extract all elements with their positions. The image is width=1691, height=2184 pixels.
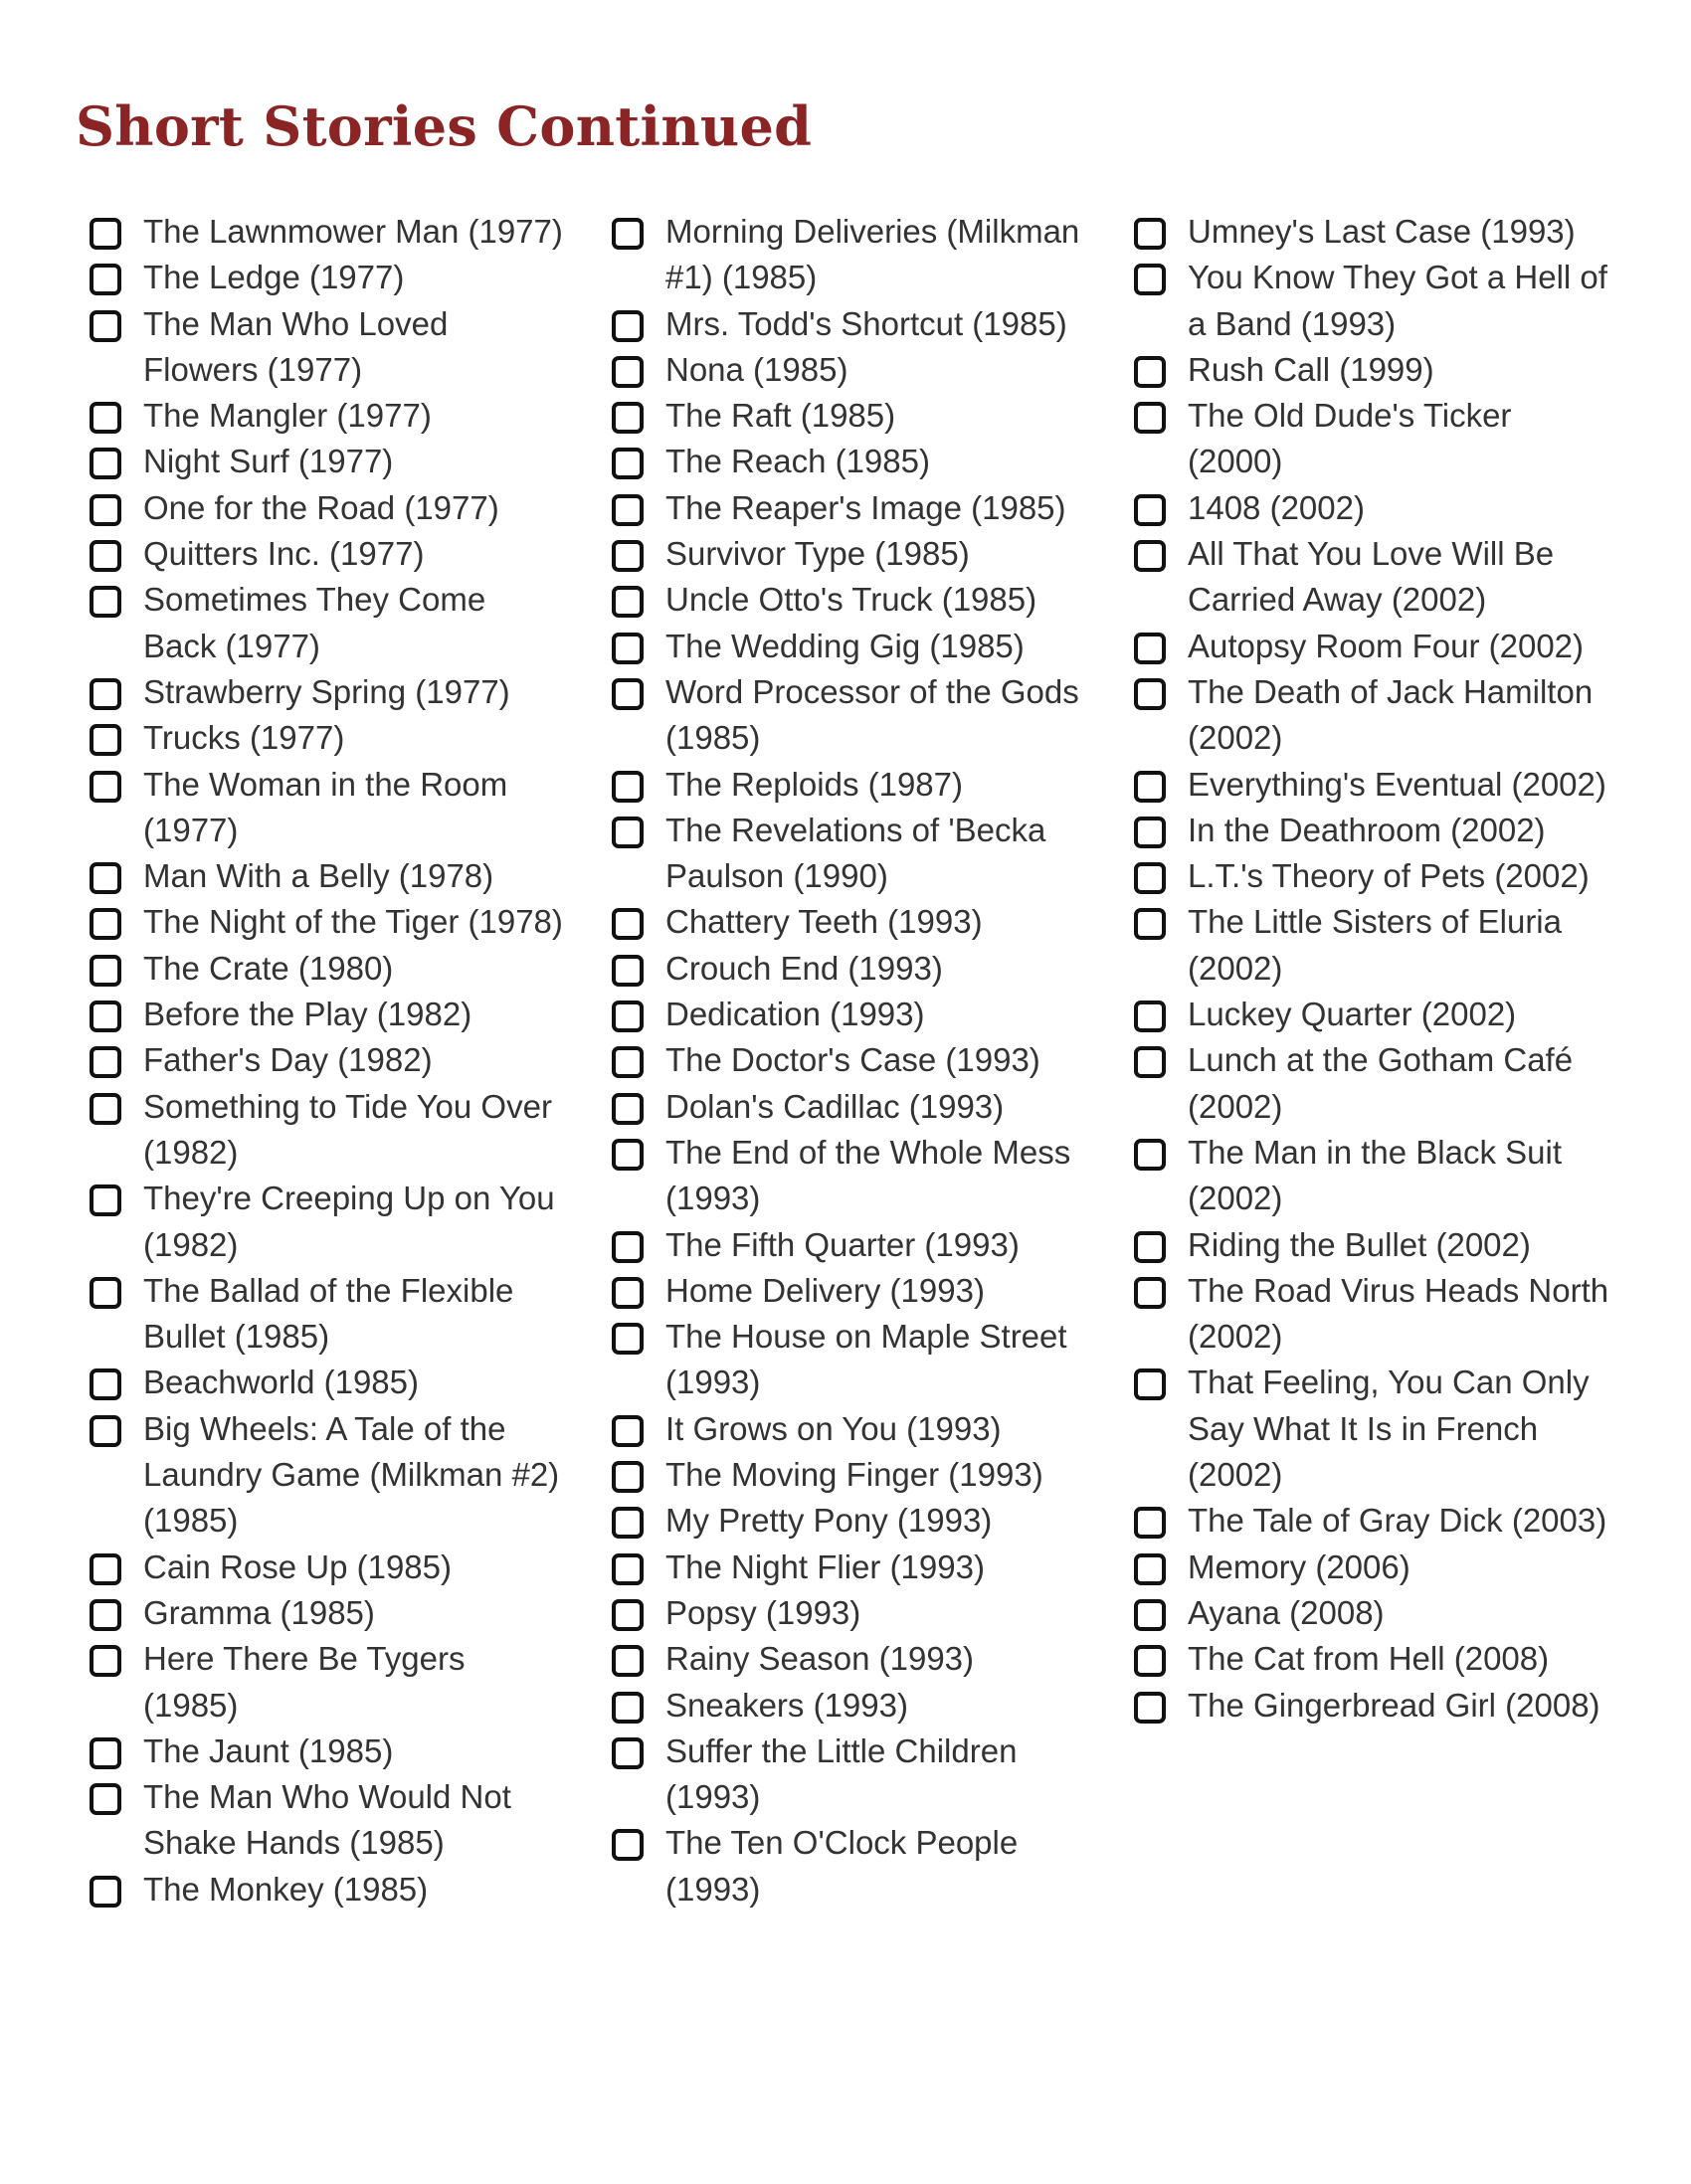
checkbox[interactable]	[1134, 1599, 1166, 1631]
story-label: Sneakers (1993)	[665, 1686, 908, 1724]
story-label: Survivor Type (1985)	[665, 535, 970, 573]
story-label: Umney's Last Case (1993)	[1188, 213, 1576, 250]
checklist-item[interactable]	[90, 1867, 567, 1912]
checklist-item[interactable]	[1134, 808, 1611, 853]
checklist-item[interactable]	[1134, 1268, 1611, 1361]
checkbox[interactable]	[612, 771, 644, 803]
checkbox[interactable]	[90, 310, 121, 342]
checklist-item[interactable]	[612, 1545, 1089, 1590]
checklist-item[interactable]	[90, 485, 567, 531]
story-label: The Raft (1985)	[665, 397, 896, 435]
checklist-item[interactable]	[1134, 1360, 1611, 1498]
checklist-item[interactable]	[90, 531, 567, 577]
story-label: Home Delivery (1993)	[665, 1271, 985, 1309]
story-label: The Mangler (1977)	[143, 397, 432, 435]
checklist-item[interactable]	[1134, 1683, 1611, 1729]
story-label: The Moving Finger (1993)	[665, 1456, 1043, 1494]
story-label: Morning Deliveries (Milkman #1) (1985)	[665, 213, 1080, 296]
checkbox[interactable]	[1134, 1277, 1166, 1309]
checklist-item[interactable]	[612, 393, 1089, 439]
checkbox[interactable]	[90, 724, 121, 756]
checkbox[interactable]	[90, 1184, 121, 1216]
checklist-item[interactable]	[90, 715, 567, 761]
checklist-item[interactable]	[1134, 1130, 1611, 1222]
checkbox[interactable]	[90, 1599, 121, 1631]
checkbox[interactable]	[1134, 678, 1166, 710]
story-label: The Revelations of 'Becka Paulson (1990)	[665, 811, 1046, 895]
story-label: Luckey Quarter (2002)	[1188, 996, 1517, 1033]
checklist-item[interactable]	[612, 439, 1089, 484]
checkbox[interactable]	[90, 1737, 121, 1769]
story-label: Rainy Season (1993)	[665, 1640, 975, 1678]
checkbox[interactable]	[612, 1461, 644, 1493]
checklist-item[interactable]	[90, 393, 567, 439]
checkbox[interactable]	[1134, 540, 1166, 572]
checklist-item[interactable]	[90, 899, 567, 945]
checkbox[interactable]	[612, 1046, 644, 1078]
checkbox[interactable]	[612, 1415, 644, 1447]
checkbox[interactable]	[90, 678, 121, 710]
page-title: Short Stories Continued	[76, 94, 813, 158]
checklist-item[interactable]	[90, 1774, 567, 1867]
checkbox[interactable]	[90, 540, 121, 572]
story-label: The Wedding Gig (1985)	[665, 627, 1025, 664]
checkbox[interactable]	[90, 586, 121, 618]
checklist-item[interactable]	[90, 992, 567, 1037]
checklist-item[interactable]	[90, 946, 567, 992]
story-label: Autopsy Room Four (2002)	[1188, 627, 1585, 664]
checkbox[interactable]	[612, 586, 644, 618]
checklist-item[interactable]	[612, 1452, 1089, 1498]
checklist-item[interactable]	[1134, 992, 1611, 1037]
story-column-2	[612, 209, 1089, 1912]
checkbox[interactable]	[90, 402, 121, 434]
story-label: The Ten O'Clock People (1993)	[665, 1824, 1019, 1908]
checkbox[interactable]	[1134, 862, 1166, 894]
checkbox[interactable]	[90, 1368, 121, 1400]
story-label: Something to Tide You Over (1982)	[143, 1087, 552, 1171]
story-label: Father's Day (1982)	[143, 1041, 433, 1079]
checkbox[interactable]	[90, 908, 121, 940]
checklist-item[interactable]	[612, 485, 1089, 531]
story-label: The Man Who Would Not Shake Hands (1985)	[143, 1778, 511, 1862]
checkbox[interactable]	[612, 678, 644, 710]
checkbox[interactable]	[1134, 1507, 1166, 1539]
checkbox[interactable]	[612, 1093, 644, 1125]
checkbox[interactable]	[1134, 771, 1166, 803]
story-label: Dolan's Cadillac (1993)	[665, 1087, 1005, 1125]
checklist-item[interactable]	[612, 1268, 1089, 1314]
checklist-item[interactable]	[90, 1084, 567, 1177]
story-label: The House on Maple Street (1993)	[665, 1318, 1067, 1401]
story-label: It Grows on You (1993)	[665, 1409, 1002, 1447]
checkbox[interactable]	[612, 1599, 644, 1631]
story-column-1	[90, 209, 567, 1912]
checklist-item[interactable]	[1134, 1590, 1611, 1636]
checkbox[interactable]	[1134, 1001, 1166, 1032]
story-label: Gramma (1985)	[143, 1593, 375, 1631]
checkbox[interactable]	[612, 1139, 644, 1171]
checklist-item[interactable]	[612, 899, 1089, 945]
checkbox[interactable]	[612, 494, 644, 526]
story-label: Mrs. Todd's Shortcut (1985)	[665, 304, 1067, 342]
story-label: The Tale of Gray Dick (2003)	[1188, 1502, 1607, 1540]
checklist-item[interactable]	[90, 853, 567, 899]
checkbox[interactable]	[90, 264, 121, 295]
checklist-item[interactable]	[1134, 853, 1611, 899]
checklist-item[interactable]	[612, 1498, 1089, 1544]
story-label: Trucks (1977)	[143, 719, 345, 757]
story-label: The Monkey (1985)	[143, 1870, 429, 1908]
story-label: The Night Flier (1993)	[665, 1547, 985, 1585]
checklist-item[interactable]	[612, 1222, 1089, 1268]
checklist-item[interactable]	[90, 577, 567, 669]
checklist-item[interactable]	[612, 762, 1089, 808]
checkbox[interactable]	[1134, 1368, 1166, 1400]
story-label: The Reploids (1987)	[665, 765, 963, 803]
checklist-item[interactable]	[612, 1820, 1089, 1912]
checkbox[interactable]	[90, 1277, 121, 1309]
story-label: Chattery Teeth (1993)	[665, 903, 983, 941]
checklist-item[interactable]	[1134, 899, 1611, 992]
checkbox[interactable]	[612, 817, 644, 848]
checklist-item[interactable]	[90, 439, 567, 484]
story-label: Man With a Belly (1978)	[143, 857, 494, 895]
checkbox[interactable]	[1134, 1046, 1166, 1078]
story-label: They're Creeping Up on You (1982)	[143, 1180, 555, 1263]
story-label: Lunch at the Gotham Café (2002)	[1188, 1041, 1574, 1125]
checklist-item[interactable]	[1134, 1222, 1611, 1268]
story-label: The Crate (1980)	[143, 949, 394, 987]
story-label: The Little Sisters of Eluria (2002)	[1188, 903, 1562, 987]
checklist-item[interactable]	[1134, 531, 1611, 624]
story-label: In the Deathroom (2002)	[1188, 811, 1546, 848]
checkbox[interactable]	[1134, 633, 1166, 664]
story-label: The Old Dude's Ticker (2000)	[1188, 397, 1512, 480]
story-label: The Man in the Black Suit (2002)	[1188, 1133, 1563, 1217]
story-label: The Cat from Hell (2008)	[1188, 1640, 1550, 1678]
checkbox[interactable]	[90, 862, 121, 894]
checklist-item[interactable]	[1134, 393, 1611, 485]
checklist-item[interactable]	[612, 1683, 1089, 1729]
checkbox[interactable]	[612, 1645, 644, 1677]
checkbox[interactable]	[1134, 218, 1166, 250]
checkbox[interactable]	[612, 448, 644, 479]
checkbox[interactable]	[90, 494, 121, 526]
checklist-item[interactable]	[612, 1406, 1089, 1452]
checkbox[interactable]	[90, 955, 121, 987]
story-label: Riding the Bullet (2002)	[1188, 1225, 1531, 1263]
checkbox[interactable]	[1134, 1692, 1166, 1724]
checkbox[interactable]	[612, 1553, 644, 1585]
checklist-item[interactable]	[612, 1084, 1089, 1130]
checklist-item[interactable]	[90, 1636, 567, 1729]
checkbox[interactable]	[90, 448, 121, 479]
checklist-item[interactable]	[612, 669, 1089, 762]
story-label: Nona (1985)	[665, 350, 848, 388]
story-label: The End of the Whole Mess (1993)	[665, 1133, 1071, 1217]
checkbox[interactable]	[90, 1783, 121, 1815]
story-label: Beachworld (1985)	[143, 1364, 419, 1401]
checklist-item[interactable]	[612, 577, 1089, 623]
story-label: The Woman in the Room (1977)	[143, 765, 508, 848]
story-label: Uncle Otto's Truck (1985)	[665, 581, 1037, 619]
checklist-item[interactable]	[612, 531, 1089, 577]
checkbox[interactable]	[612, 1277, 644, 1309]
story-label: Big Wheels: A Tale of the Laundry Game (Milkman #2) (1985)	[143, 1409, 560, 1540]
checklist-item[interactable]	[90, 1406, 567, 1545]
checkbox[interactable]	[1134, 402, 1166, 434]
checkbox[interactable]	[612, 1231, 644, 1263]
checklist-item[interactable]	[1134, 347, 1611, 393]
checklist-item[interactable]	[90, 1176, 567, 1268]
story-label: All That You Love Will Be Carried Away (2002)	[1188, 535, 1555, 619]
story-label: Crouch End (1993)	[665, 949, 943, 987]
story-label: The Ballad of the Flexible Bullet (1985)	[143, 1271, 514, 1356]
story-label: The Man Who Loved Flowers (1977)	[143, 304, 449, 388]
checklist-item[interactable]	[90, 1545, 567, 1590]
checkbox[interactable]	[90, 1046, 121, 1078]
story-label: The Death of Jack Hamilton (2002)	[1188, 672, 1594, 757]
checklist-item[interactable]	[612, 992, 1089, 1037]
checklist-item[interactable]	[612, 1130, 1089, 1222]
story-label: Popsy (1993)	[665, 1593, 861, 1631]
checkbox[interactable]	[1134, 908, 1166, 940]
checkbox[interactable]	[90, 218, 121, 250]
story-label: Rush Call (1999)	[1188, 350, 1434, 388]
checkbox[interactable]	[612, 1323, 644, 1355]
checkbox[interactable]	[1134, 356, 1166, 388]
checkbox[interactable]	[1134, 1139, 1166, 1171]
checklist-item[interactable]	[612, 1636, 1089, 1682]
story-label: The Lawnmower Man (1977)	[143, 213, 563, 250]
checklist-item[interactable]	[90, 1037, 567, 1083]
checklist-item[interactable]	[90, 255, 567, 300]
checkbox[interactable]	[90, 1553, 121, 1585]
checklist-item[interactable]	[90, 762, 567, 854]
checklist-item[interactable]	[1134, 1636, 1611, 1682]
checklist-item[interactable]	[90, 1360, 567, 1405]
checkbox[interactable]	[90, 1001, 121, 1032]
checklist-item[interactable]	[612, 1037, 1089, 1083]
checkbox[interactable]	[1134, 494, 1166, 526]
checklist-item[interactable]	[612, 808, 1089, 900]
story-label: The Fifth Quarter (1993)	[665, 1225, 1020, 1263]
checkbox[interactable]	[90, 1093, 121, 1125]
checklist-item[interactable]	[1134, 1545, 1611, 1590]
story-label: The Ledge (1977)	[143, 259, 405, 296]
checklist-item[interactable]	[90, 669, 567, 715]
story-label: Before the Play (1982)	[143, 996, 472, 1033]
checkbox[interactable]	[612, 310, 644, 342]
story-label: Ayana (2008)	[1188, 1593, 1385, 1631]
story-label: The Doctor's Case (1993)	[665, 1041, 1040, 1079]
checkbox[interactable]	[90, 1415, 121, 1447]
checkbox[interactable]	[612, 908, 644, 940]
story-column-3	[1134, 209, 1611, 1729]
checkbox[interactable]	[612, 1001, 644, 1032]
checkbox[interactable]	[1134, 817, 1166, 848]
checklist-item[interactable]	[1134, 1498, 1611, 1544]
checkbox[interactable]	[612, 1507, 644, 1539]
story-label: The Jaunt (1985)	[143, 1731, 394, 1769]
story-label: Cain Rose Up (1985)	[143, 1547, 452, 1585]
checklist-item[interactable]	[90, 1590, 567, 1636]
story-label: The Night of the Tiger (1978)	[143, 903, 563, 941]
checklist-item[interactable]	[1134, 624, 1611, 669]
checkbox[interactable]	[612, 955, 644, 987]
checkbox[interactable]	[1134, 264, 1166, 295]
checklist-item[interactable]	[612, 1729, 1089, 1821]
checklist-item[interactable]	[612, 624, 1089, 669]
checkbox[interactable]	[612, 1737, 644, 1769]
checkbox[interactable]	[1134, 1645, 1166, 1677]
checklist-item[interactable]	[1134, 762, 1611, 808]
checkbox[interactable]	[612, 1829, 644, 1861]
story-label: Everything's Eventual (2002)	[1188, 765, 1606, 803]
checklist-item[interactable]	[90, 209, 567, 255]
checklist-item[interactable]	[1134, 485, 1611, 531]
story-label: L.T.'s Theory of Pets (2002)	[1188, 857, 1590, 895]
checklist-item[interactable]	[612, 347, 1089, 393]
checklist-item[interactable]	[90, 1268, 567, 1361]
story-label: The Reaper's Image (1985)	[665, 488, 1066, 526]
story-label: That Feeling, You Can Only Say What It Is in French (2002)	[1188, 1364, 1590, 1494]
story-label: Strawberry Spring (1977)	[143, 672, 510, 710]
checklist-item[interactable]	[612, 1590, 1089, 1636]
story-label: Suffer the Little Children (1993)	[665, 1731, 1018, 1816]
checklist-item[interactable]	[1134, 669, 1611, 762]
checklist-item[interactable]	[1134, 209, 1611, 255]
story-label: Memory (2006)	[1188, 1547, 1410, 1585]
checklist-item[interactable]	[612, 301, 1089, 347]
story-label: My Pretty Pony (1993)	[665, 1502, 993, 1540]
story-label: The Road Virus Heads North (2002)	[1188, 1271, 1609, 1356]
story-label: Word Processor of the Gods (1985)	[665, 672, 1079, 757]
checkbox[interactable]	[612, 402, 644, 434]
checklist-item[interactable]	[1134, 255, 1611, 347]
story-label: The Gingerbread Girl (2008)	[1188, 1686, 1600, 1724]
story-label: Night Surf (1977)	[143, 443, 394, 480]
checklist-item[interactable]	[90, 1729, 567, 1774]
checklist-item[interactable]	[90, 301, 567, 394]
checkbox[interactable]	[612, 356, 644, 388]
checkbox[interactable]	[612, 540, 644, 572]
story-label: Sometimes They Come Back (1977)	[143, 581, 486, 664]
story-label: 1408 (2002)	[1188, 488, 1365, 526]
story-label: The Reach (1985)	[665, 443, 930, 480]
story-label: You Know They Got a Hell of a Band (1993)	[1188, 259, 1607, 342]
checkbox[interactable]	[90, 1876, 121, 1908]
story-label: One for the Road (1977)	[143, 488, 499, 526]
checkbox[interactable]	[1134, 1553, 1166, 1585]
story-label: Quitters Inc. (1977)	[143, 535, 425, 573]
checkbox[interactable]	[90, 771, 121, 803]
checkbox[interactable]	[612, 218, 644, 250]
checklist-item[interactable]	[612, 209, 1089, 301]
checkbox[interactable]	[612, 633, 644, 664]
checkbox[interactable]	[612, 1692, 644, 1724]
checklist-item[interactable]	[612, 1314, 1089, 1406]
checkbox[interactable]	[90, 1645, 121, 1677]
checklist-item[interactable]	[612, 946, 1089, 992]
checklist-item[interactable]	[1134, 1037, 1611, 1130]
checkbox[interactable]	[1134, 1231, 1166, 1263]
story-label: Dedication (1993)	[665, 996, 925, 1033]
story-label: Here There Be Tygers (1985)	[143, 1640, 466, 1724]
